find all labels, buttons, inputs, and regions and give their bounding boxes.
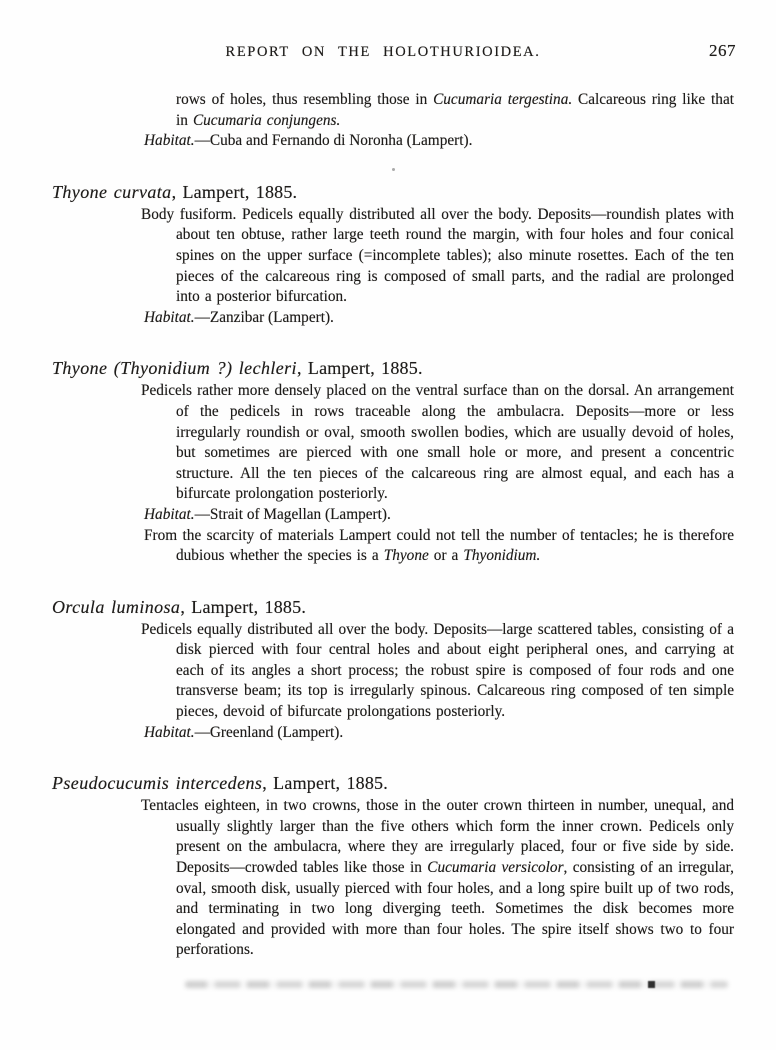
species-heading-orcula-luminosa: Orcula luminosa, Lampert, 1885.	[52, 596, 307, 617]
species-heading-thyone-lechleri: Thyone (Thyonidium ?) lechleri, Lampert, 1885.	[52, 358, 423, 379]
page-header	[52, 41, 736, 64]
continuation-paragraph: rows of holes, thus resembling those in Cucumaria tergestina. Calcareous ring like that in Cucumaria conjungens.	[176, 91, 734, 129]
species-heading-thyone-curvata: Thyone curvata, Lampert, 1885.	[52, 181, 298, 202]
description-paragraph: Body fusiform. Pedicels equally distributed all over the body. Deposits—roundish plates with about ten obtuse, rather large teeth round the margin, with four holes and four conical spines on the upper surface (=incomplete tables); also minute rosettes. Each of the ten pieces of the calcareous ring is composed of small parts, and the radial are prolonged into a posterior bifurcation.	[141, 205, 734, 306]
description-paragraph: Pedicels equally distributed all over the body. Deposits—large scattered tables, consisting of a disk pierced with four central holes and about eight peripheral ones, and carrying at each of its angles a short process; the robust spire is composed of four rods and one transverse beam; its top is irregularly spinous. Calcareous ring composed of ten simple pieces, devoid of bifurcate prolongations posteriorly.	[141, 620, 734, 721]
page-number: 267	[709, 41, 736, 60]
species-heading-pseudocucumis-intercedens: Pseudocucumis intercedens, Lampert, 1885.	[52, 773, 388, 794]
bleedthrough-text-smudge	[185, 981, 728, 988]
note-paragraph: From the scarcity of materials Lampert could not tell the number of tentacles; he is therefore dubious whether the species is a Thyone or a Thyonidium.	[144, 526, 734, 565]
description-paragraph: Tentacles eighteen, in two crowns, those in the outer crown thirteen in number, unequal, and usually slightly larger than the five others which form the inner crown. Pedicels only present on the ambulacra, where they are irregularly placed, four or five side by side. Deposits—crowded tables like those in Cucumaria versicolor, consisting of an irregular, oval, smooth disk, usually pierced with four holes, and a long spire built up of two rods, and terminating in two long diverging teeth. Sometimes the disk becomes more elongated and provided with more than four holes. The spire itself shows two to four perforations.	[141, 797, 734, 959]
habitat-line: Habitat.—Greenland (Lampert).	[144, 723, 344, 741]
scan-speck	[392, 168, 395, 171]
habitat-line: Habitat.—Cuba and Fernando di Noronha (Lampert).	[144, 132, 473, 150]
habitat-line: Habitat.—Strait of Magellan (Lampert).	[144, 505, 391, 523]
habitat-line: Habitat.—Zanzibar (Lampert).	[144, 308, 334, 326]
ink-blot	[648, 981, 655, 988]
page-content	[52, 0, 734, 961]
description-paragraph: Pedicels rather more densely placed on the ventral surface than on the dorsal. An arrangement of the pedicels in rows traceable along the ambulacra. Deposits—more or less irregularly roundish or oval, smooth swollen bodies, which are usually devoid of holes, but sometimes are pierced with one small hole or more, and present a concentric structure. All the ten pieces of the calcareous ring are almost equal, and each has a bifurcate prolongation posteriorly.	[141, 382, 734, 503]
running-title: REPORT ON THE HOLOTHURIOIDEA.	[225, 44, 541, 60]
